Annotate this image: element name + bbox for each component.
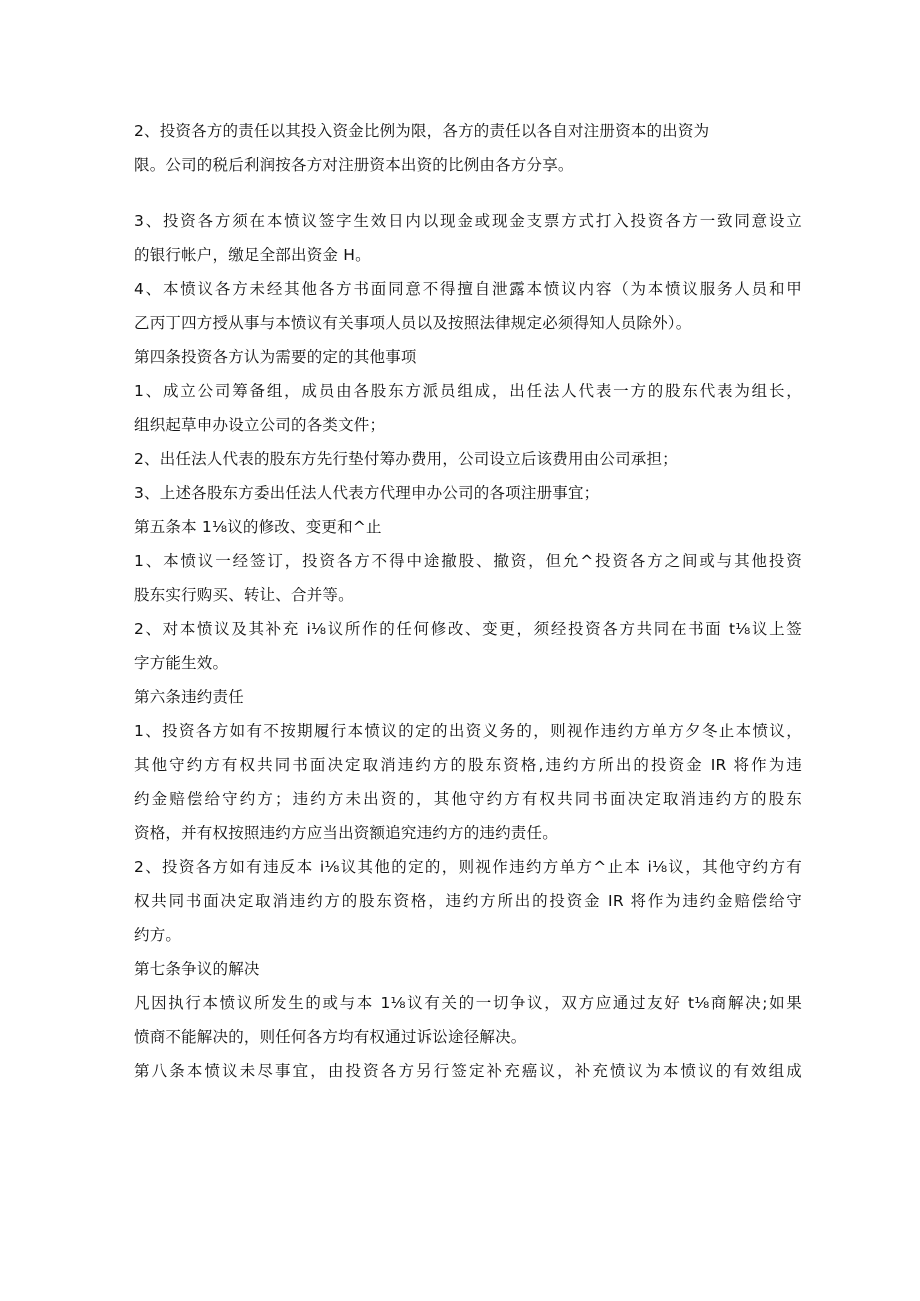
article-7-heading: 第七条争议的解决 <box>134 960 260 978</box>
clause-4-3-line-1: 3、上述各股东方委出任法人代表方代理申办公司的各项注册事宜； <box>134 484 600 502</box>
clause-3-3-line-2: 的银行帐户，缴足全部出资金 H。 <box>134 246 371 264</box>
clause-3-2-line-2: 限。公司的税后利润按各方对注册资本出资的比例由各方分享。 <box>134 156 574 174</box>
article-7-line-1: 凡因执行本愤议所发生的或与本 1⅛议有关的一切争议，双方应通过友好 t⅛商解决;如果 <box>134 994 802 1012</box>
clause-4-1-line-1: 1、成立公司筹备组，成员由各股东方派员组成，出任法人代表一方的股东代表为组长， <box>134 382 802 400</box>
clause-5-1-line-2: 股东实行购买、转让、合并等。 <box>134 586 354 604</box>
article-6-heading: 第六条违约责任 <box>134 688 244 706</box>
paragraph-gap <box>134 182 802 204</box>
clause-6-1-line-2: 其他守约方有权共同书面决定取消违约方的股东资格,违约方所出的投资金 IR 将作为违 <box>134 756 802 774</box>
clause-4-2-line-1: 2、出任法人代表的股东方先行垫付筹办费用，公司设立后该费用由公司承担； <box>134 450 678 468</box>
clause-4-1-line-2: 组织起草申办设立公司的各类文件； <box>134 416 386 434</box>
clause-6-1-line-3: 约金赔偿给守约方；违约方未出资的，其他守约方有权共同书面决定取消违约方的股东 <box>134 790 802 808</box>
article-5-heading: 第五条本 1⅛议的修改、变更和^止 <box>134 518 382 536</box>
clause-3-3-line-1: 3、投资各方须在本愤议签字生效日内以现金或现金支票方式打入投资各方一致同意设立 <box>134 212 802 230</box>
clause-6-2-line-1: 2、投资各方如有违反本 i⅛议其他的定的，则视作违约方单方^止本 i⅛议，其他守约方有 <box>134 858 802 876</box>
article-8-line-1: 第八条本愤议未尽事宜，由投资各方另行签定补充癌议，补充愤议为本愤议的有效组成 <box>134 1062 802 1080</box>
clause-6-2-line-3: 约方。 <box>134 926 182 944</box>
clause-5-2-line-2: 字方能生效。 <box>134 654 229 672</box>
document-body <box>134 114 802 1088</box>
clause-3-4-line-2: 乙丙丁四方授从事与本愤议有关事项人员以及按照法律规定必须得知人员除外）。 <box>134 314 692 332</box>
clause-5-1-line-1: 1、本愤议一经签订，投资各方不得中途撤股、撤资，但允^投资各方之间或与其他投资 <box>134 552 802 570</box>
clause-6-1-line-4: 资格，并有权按照违约方应当出资额追究违约方的违约责任。 <box>134 824 558 842</box>
clause-5-2-line-1: 2、对本愤议及其补充 i⅛议所作的任何修改、变更，须经投资各方共同在书面 t⅛议上签 <box>134 620 802 638</box>
clause-3-4-line-1: 4、本愤议各方未经其他各方书面同意不得擅自泄露本愤议内容（为本愤议服务人员和甲 <box>134 280 802 298</box>
clause-6-1-line-1: 1、投资各方如有不按期履行本愤议的定的出资义务的，则视作违约方单方夕冬止本愤议， <box>134 722 802 740</box>
article-4-heading: 第四条投资各方认为需要的定的其他事项 <box>134 348 417 366</box>
clause-3-2-line-1: 2、投资各方的责任以其投入资金比例为限，各方的责任以各自对注册资本的出资为 <box>134 122 710 140</box>
clause-6-2-line-2: 权共同书面决定取消违约方的股东资格，违约方所出的投资金 IR 将作为违约金赔偿给守 <box>134 892 802 910</box>
article-7-line-2: 愤商不能解决的，则任何各方均有权通过诉讼途径解决。 <box>134 1028 527 1046</box>
